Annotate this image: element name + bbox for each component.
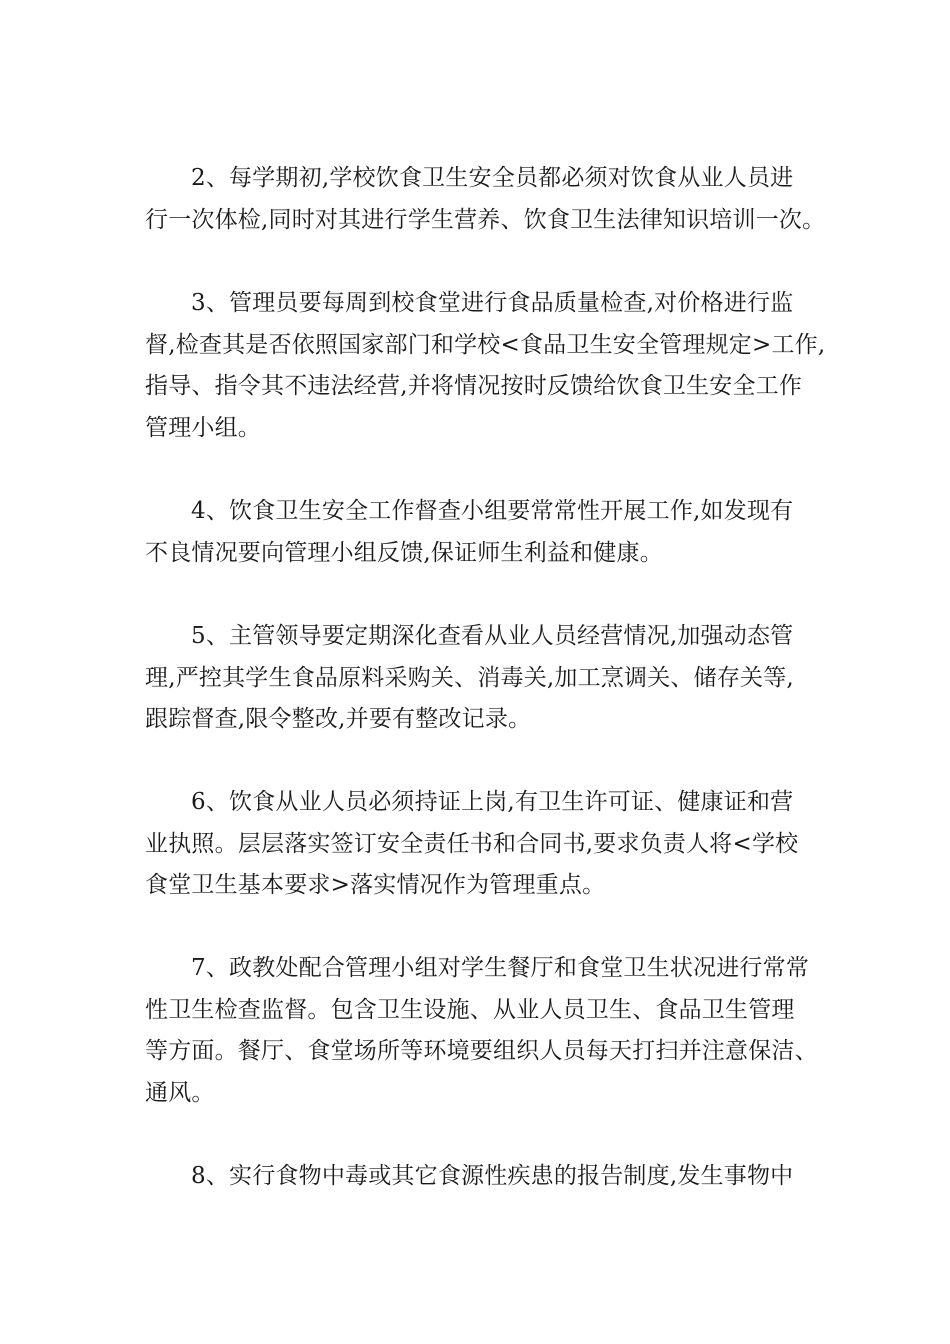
text-line: 5、主管领导要定期深化查看从业人员经营情况,加强动态管 [191,623,794,649]
text-line: 等方面。餐厅、食堂场所等环境要组织人员每天打扫并注意保洁、 [145,1038,818,1064]
text-line: 不良情况要向管理小组反馈,保证师生利益和健康。 [145,539,663,566]
text-line: 理,严控其学生食品原料采购关、消毒关,加工烹调关、储存关等, [145,664,794,691]
text-line: 2、每学期初,学校饮食卫生安全员都必须对饮食从业人员进 [191,165,794,191]
text-line: 性卫生检查监督。包含卫生设施、从业人员卫生、食品卫生管理 [145,996,795,1023]
text-line: 8、实行食物中毒或其它食源性疾患的报告制度,发生事物中 [191,1163,794,1189]
paragraph-item-3 [145,283,825,449]
text-line: 跟踪督查,限令整改,并要有整改记录。 [145,706,532,732]
paragraph-item-5 [145,616,825,741]
text-line: 通风。 [145,1079,215,1106]
text-line: 食堂卫生基本要求>落实情况作为管理重点。 [145,872,606,898]
text-line: 6、饮食从业人员必须持证上岗,有卫生许可证、健康证和营 [191,789,794,815]
text-line: 指导、指令其不违法经营,并将情况按时反馈给饮食卫生安全工作 [145,373,803,399]
text-line: 管理小组。 [145,414,261,441]
paragraph-item-8 [145,1156,825,1198]
text-line: 业执照。层层落实签订安全责任书和合同书,要求负责人将<学校 [145,830,799,857]
paragraph-item-7 [145,948,825,1114]
text-line: 督,检查其是否依照国家部门和学校<食品卫生安全管理规定>工作, [145,331,826,358]
text-line: 3、管理员要每周到校食堂进行食品质量检查,对价格进行监 [191,290,794,316]
text-line: 4、饮食卫生安全工作督查小组要常常性开展工作,如发现有 [191,498,794,524]
text-line: 7、政教处配合管理小组对学生餐厅和食堂卫生状况进行常常 [191,955,810,981]
paragraph-item-2 [145,158,825,241]
paragraph-item-4 [145,491,825,574]
text-line: 行一次体检,同时对其进行学生营养、饮食卫生法律知识培训一次。 [145,206,826,233]
paragraph-item-6 [145,782,825,907]
